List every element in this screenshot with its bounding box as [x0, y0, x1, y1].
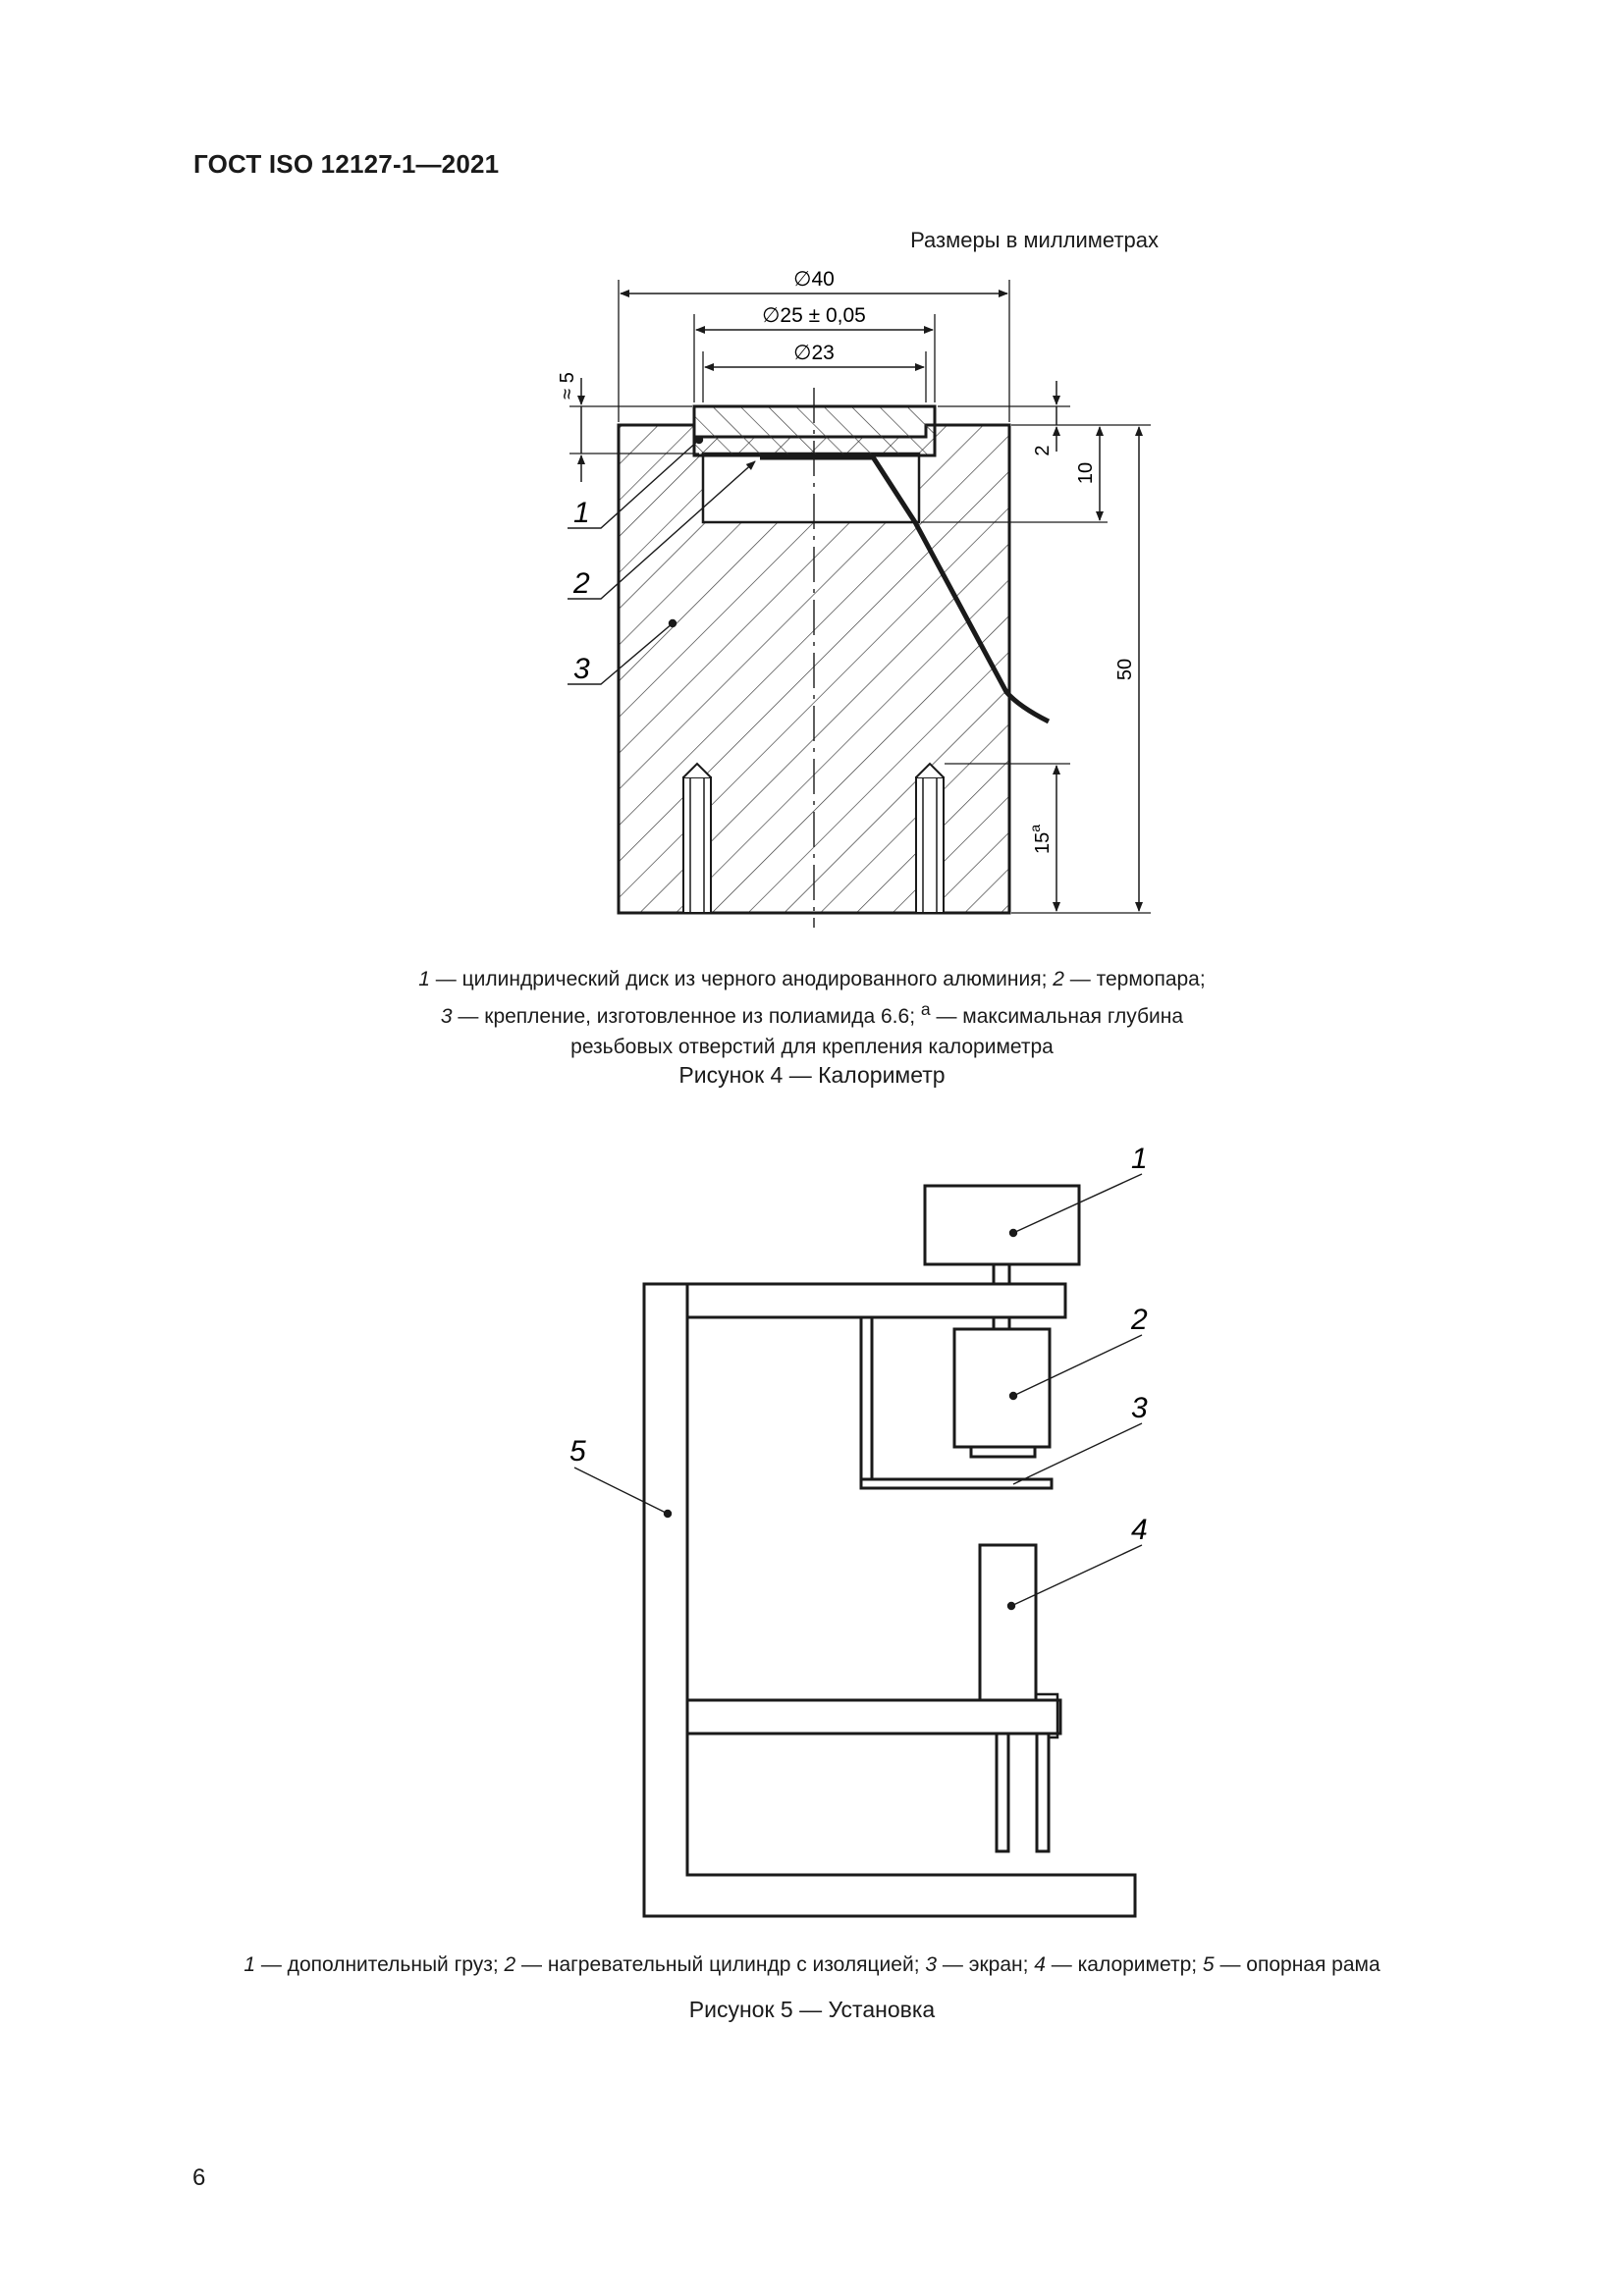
figure-5-drawing: [0, 1129, 1624, 1944]
figure-4-caption: Рисунок 4 — Калориметр: [678, 1062, 946, 1088]
units-note: Размеры в миллиметрах: [910, 228, 1159, 252]
fig5-callout-1: 1: [1131, 1143, 1148, 1175]
dim-d25: ∅25 ± 0,05: [762, 304, 866, 327]
screen-bracket-post: [861, 1317, 872, 1479]
heater-base: [971, 1447, 1035, 1457]
fig4-callout-1: 1: [573, 497, 590, 529]
legend-num: 3: [925, 1953, 938, 1976]
dim-15: 15: [1032, 831, 1054, 855]
legend-text: — термопара;: [1063, 968, 1206, 990]
support-frame: [644, 1284, 1135, 1916]
threaded-hole-left: [683, 764, 711, 913]
fig5-callout-3: 3: [1131, 1392, 1148, 1424]
legend-num: 2: [1053, 968, 1064, 990]
top-arm: [687, 1284, 1065, 1317]
figure-5-legend: [0, 1949, 1624, 1980]
legend-text: — цилиндрический диск из черного анодированного алюминия;: [429, 968, 1054, 990]
legend-text: — крепление, изготовленное из полиамида 6.6;: [452, 1005, 921, 1028]
legend-line-2: [0, 994, 1624, 1032]
legend-sup: a: [920, 999, 931, 1019]
legend-line-3: резьбовых отверстий для крепления калориметра: [570, 1036, 1054, 1058]
legend-text: — дополнительный груз;: [255, 1953, 505, 1976]
leg-left: [997, 1734, 1008, 1851]
legend-text: — калориметр;: [1045, 1953, 1203, 1976]
dim-50: 50: [1114, 658, 1136, 681]
dim-d23: ∅23: [793, 342, 835, 364]
figure-4-legend: [0, 964, 1624, 1062]
mount-cavity: [703, 454, 919, 522]
legend-num: 1: [244, 1953, 256, 1976]
legend-text: — максимальная глубина: [930, 1005, 1184, 1028]
dim-15-sup: a: [1027, 824, 1043, 832]
dim-15a: [1027, 825, 1054, 854]
fig4-callout-2: 2: [573, 567, 590, 600]
calorimeter: [980, 1545, 1036, 1700]
leg-right: [1037, 1734, 1049, 1851]
fig5-callout-5: 5: [569, 1435, 586, 1468]
heating-cylinder: [954, 1329, 1050, 1447]
fig4-callout-3: 3: [573, 653, 590, 685]
figure-4-drawing: [0, 0, 1624, 942]
legend-num: 4: [1034, 1953, 1046, 1976]
legend-text: — нагревательный цилиндр с изоляцией;: [515, 1953, 926, 1976]
legend-num: 3: [440, 1005, 453, 1028]
page-header: ГОСТ ISO 12127-1—2021: [193, 149, 500, 179]
dim-10: 10: [1075, 461, 1097, 485]
page-number: 6: [192, 2164, 206, 2191]
dim-2: 2: [1032, 445, 1054, 456]
fig5-callout-4: 4: [1131, 1514, 1148, 1546]
dim-d40: ∅40: [793, 268, 835, 291]
middle-arm: [687, 1700, 1060, 1734]
threaded-hole-right: [916, 764, 944, 913]
legend-text: — опорная рама: [1214, 1953, 1380, 1976]
fig5-callout-2: 2: [1131, 1304, 1148, 1336]
additional-weight: [925, 1186, 1079, 1264]
weight-rod: [994, 1264, 1009, 1284]
legend-num: 2: [504, 1953, 516, 1976]
legend-num: 1: [418, 968, 430, 990]
legend-line-1: [0, 964, 1624, 994]
dim-approx5: ≈ 5: [557, 372, 578, 400]
legend-text: — экран;: [937, 1953, 1035, 1976]
legend-num: 5: [1202, 1953, 1215, 1976]
figure-5-caption: Рисунок 5 — Установка: [688, 1997, 936, 2022]
svg-text:15a: [1027, 825, 1054, 854]
screen: [861, 1479, 1052, 1488]
